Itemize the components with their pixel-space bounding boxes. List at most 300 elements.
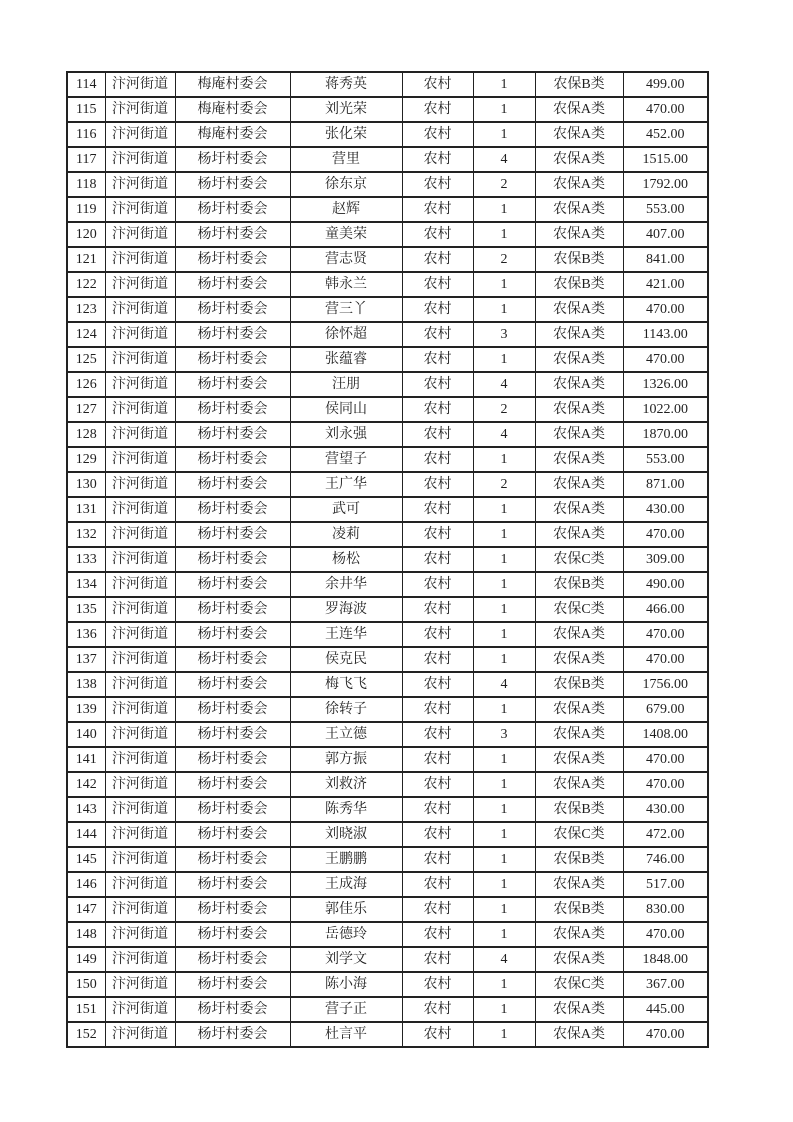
table-row [67, 522, 708, 547]
table-cell: 农保A类 [535, 947, 623, 972]
table-row [67, 72, 708, 97]
table-cell: 汴河街道 [105, 772, 175, 797]
table-cell: 汴河街道 [105, 497, 175, 522]
table-cell: 农村 [402, 597, 473, 622]
table-cell: 1 [473, 872, 535, 897]
table-cell: 汴河街道 [105, 972, 175, 997]
table-cell: 刘永强 [290, 422, 402, 447]
table-cell: 武可 [290, 497, 402, 522]
table-cell: 1515.00 [623, 147, 708, 172]
table-cell: 470.00 [623, 97, 708, 122]
table-cell: 张化荣 [290, 122, 402, 147]
table-cell: 王鹏鹏 [290, 847, 402, 872]
table-cell: 137 [67, 647, 105, 672]
table-cell: 汴河街道 [105, 547, 175, 572]
table-cell: 151 [67, 997, 105, 1022]
table-cell: 汴河街道 [105, 722, 175, 747]
table-cell: 120 [67, 222, 105, 247]
table-cell: 126 [67, 372, 105, 397]
table-cell: 134 [67, 572, 105, 597]
table-cell: 杨圩村委会 [175, 647, 290, 672]
table-row [67, 722, 708, 747]
table-cell: 1 [473, 797, 535, 822]
table-cell: 1 [473, 897, 535, 922]
table-cell: 汴河街道 [105, 672, 175, 697]
table-cell: 470.00 [623, 772, 708, 797]
table-cell: 115 [67, 97, 105, 122]
table-row [67, 297, 708, 322]
table-cell: 农村 [402, 497, 473, 522]
table-cell: 营里 [290, 147, 402, 172]
table-cell: 农保C类 [535, 972, 623, 997]
table-cell: 146 [67, 872, 105, 897]
table-row [67, 197, 708, 222]
table-cell: 农保A类 [535, 322, 623, 347]
table-cell: 1 [473, 547, 535, 572]
table-cell: 梅庵村委会 [175, 72, 290, 97]
table-cell: 127 [67, 397, 105, 422]
table-cell: 汴河街道 [105, 397, 175, 422]
table-cell: 杨圩村委会 [175, 947, 290, 972]
table-cell: 农村 [402, 397, 473, 422]
table-cell: 147 [67, 897, 105, 922]
table-row [67, 772, 708, 797]
table-cell: 农保A类 [535, 372, 623, 397]
table-cell: 杨圩村委会 [175, 772, 290, 797]
table-cell: 凌莉 [290, 522, 402, 547]
table-cell: 农村 [402, 372, 473, 397]
table-cell: 汴河街道 [105, 697, 175, 722]
table-cell: 3 [473, 322, 535, 347]
table-row [67, 897, 708, 922]
table-cell: 430.00 [623, 497, 708, 522]
table-row [67, 472, 708, 497]
table-cell: 517.00 [623, 872, 708, 897]
table-cell: 130 [67, 472, 105, 497]
table-cell: 汴河街道 [105, 872, 175, 897]
table-cell: 123 [67, 297, 105, 322]
table-row [67, 1022, 708, 1047]
table-cell: 杨圩村委会 [175, 197, 290, 222]
table-cell: 1 [473, 97, 535, 122]
table-cell: 杨圩村委会 [175, 347, 290, 372]
table-cell: 杨圩村委会 [175, 247, 290, 272]
table-cell: 1143.00 [623, 322, 708, 347]
table-cell: 农保A类 [535, 647, 623, 672]
table-cell: 1 [473, 522, 535, 547]
table-cell: 梅庵村委会 [175, 97, 290, 122]
table-cell: 赵辉 [290, 197, 402, 222]
table-cell: 汴河街道 [105, 172, 175, 197]
table-cell: 杨圩村委会 [175, 747, 290, 772]
table-row [67, 947, 708, 972]
table-cell: 杨圩村委会 [175, 422, 290, 447]
table-cell: 汴河街道 [105, 122, 175, 147]
table-row [67, 622, 708, 647]
table-cell: 农保A类 [535, 397, 623, 422]
table-cell: 农保B类 [535, 897, 623, 922]
table-cell: 汴河街道 [105, 572, 175, 597]
table-cell: 1408.00 [623, 722, 708, 747]
table-cell: 农村 [402, 897, 473, 922]
table-cell: 124 [67, 322, 105, 347]
table-cell: 农村 [402, 822, 473, 847]
table-cell: 陈小海 [290, 972, 402, 997]
table-cell: 杨圩村委会 [175, 497, 290, 522]
table-row [67, 497, 708, 522]
table-cell: 4 [473, 947, 535, 972]
table-cell: 汴河街道 [105, 847, 175, 872]
table-cell: 农保B类 [535, 847, 623, 872]
table-cell: 1 [473, 597, 535, 622]
table-cell: 1792.00 [623, 172, 708, 197]
table-cell: 农保B类 [535, 672, 623, 697]
table-cell: 2 [473, 247, 535, 272]
table-cell: 农保A类 [535, 922, 623, 947]
table-row [67, 747, 708, 772]
table-cell: 童美荣 [290, 222, 402, 247]
table-cell: 农保A类 [535, 722, 623, 747]
table-cell: 4 [473, 147, 535, 172]
table-cell: 汴河街道 [105, 822, 175, 847]
table-cell: 农保A类 [535, 222, 623, 247]
table-cell: 王广华 [290, 472, 402, 497]
table-cell: 农村 [402, 847, 473, 872]
table-row [67, 172, 708, 197]
table-cell: 农村 [402, 947, 473, 972]
table-cell: 149 [67, 947, 105, 972]
table-cell: 122 [67, 272, 105, 297]
table-cell: 1 [473, 222, 535, 247]
table-cell: 农村 [402, 1022, 473, 1047]
table-cell: 140 [67, 722, 105, 747]
table-cell: 农村 [402, 797, 473, 822]
table-cell: 139 [67, 697, 105, 722]
table-cell: 杨圩村委会 [175, 597, 290, 622]
table-cell: 农村 [402, 922, 473, 947]
table-row [67, 247, 708, 272]
table-cell: 汴河街道 [105, 522, 175, 547]
table-cell: 汴河街道 [105, 197, 175, 222]
table-cell: 汴河街道 [105, 97, 175, 122]
table-cell: 133 [67, 547, 105, 572]
table-cell: 1 [473, 622, 535, 647]
table-cell: 553.00 [623, 447, 708, 472]
table-cell: 1 [473, 972, 535, 997]
table-cell: 农村 [402, 622, 473, 647]
table-cell: 4 [473, 372, 535, 397]
table-cell: 农保A类 [535, 747, 623, 772]
table-row [67, 797, 708, 822]
table-row [67, 997, 708, 1022]
table-cell: 472.00 [623, 822, 708, 847]
table-cell: 农村 [402, 972, 473, 997]
table-cell: 杨圩村委会 [175, 572, 290, 597]
table-cell: 营望子 [290, 447, 402, 472]
table-cell: 杨圩村委会 [175, 922, 290, 947]
table-cell: 148 [67, 922, 105, 947]
table-cell: 杨圩村委会 [175, 847, 290, 872]
table-cell: 1 [473, 297, 535, 322]
table-cell: 430.00 [623, 797, 708, 822]
table-cell: 罗海波 [290, 597, 402, 622]
table-cell: 刘晓淑 [290, 822, 402, 847]
table-cell: 309.00 [623, 547, 708, 572]
table-cell: 1 [473, 72, 535, 97]
table-cell: 郭方振 [290, 747, 402, 772]
table-cell: 汴河街道 [105, 797, 175, 822]
table-cell: 农村 [402, 322, 473, 347]
table-cell: 杜言平 [290, 1022, 402, 1047]
table-cell: 407.00 [623, 222, 708, 247]
table-cell: 农村 [402, 272, 473, 297]
table-cell: 152 [67, 1022, 105, 1047]
table-cell: 杨圩村委会 [175, 547, 290, 572]
table-cell: 农保B类 [535, 247, 623, 272]
table-cell: 杨松 [290, 547, 402, 572]
table-cell: 农村 [402, 697, 473, 722]
table-cell: 梅庵村委会 [175, 122, 290, 147]
table-cell: 841.00 [623, 247, 708, 272]
table-cell: 116 [67, 122, 105, 147]
table-cell: 汴河街道 [105, 297, 175, 322]
table-cell: 466.00 [623, 597, 708, 622]
table-cell: 136 [67, 622, 105, 647]
table-cell: 杨圩村委会 [175, 697, 290, 722]
table-cell: 132 [67, 522, 105, 547]
table-cell: 农村 [402, 447, 473, 472]
table-cell: 杨圩村委会 [175, 872, 290, 897]
table-row [67, 347, 708, 372]
table-cell: 农村 [402, 297, 473, 322]
table-cell: 农村 [402, 347, 473, 372]
table-row [67, 547, 708, 572]
table-cell: 145 [67, 847, 105, 872]
table-cell: 1 [473, 197, 535, 222]
table-cell: 1 [473, 347, 535, 372]
table-cell: 杨圩村委会 [175, 472, 290, 497]
table-cell: 农保A类 [535, 697, 623, 722]
table-cell: 农保A类 [535, 97, 623, 122]
table-cell: 1 [473, 572, 535, 597]
table-cell: 汴河街道 [105, 947, 175, 972]
table-cell: 470.00 [623, 347, 708, 372]
table-row [67, 272, 708, 297]
table-cell: 汴河街道 [105, 472, 175, 497]
table-cell: 农村 [402, 572, 473, 597]
table-cell: 农村 [402, 197, 473, 222]
table-cell: 1848.00 [623, 947, 708, 972]
table-cell: 143 [67, 797, 105, 822]
table-row [67, 647, 708, 672]
table-row [67, 922, 708, 947]
table-cell: 679.00 [623, 697, 708, 722]
table-cell: 农保A类 [535, 872, 623, 897]
table-cell: 746.00 [623, 847, 708, 872]
table-cell: 452.00 [623, 122, 708, 147]
table-cell: 蒋秀英 [290, 72, 402, 97]
table-cell: 杨圩村委会 [175, 822, 290, 847]
table-cell: 470.00 [623, 1022, 708, 1047]
table-cell: 121 [67, 247, 105, 272]
table-cell: 农村 [402, 547, 473, 572]
table-cell: 367.00 [623, 972, 708, 997]
table-cell: 农保A类 [535, 197, 623, 222]
table-cell: 汴河街道 [105, 447, 175, 472]
table-cell: 农保A类 [535, 772, 623, 797]
table-cell: 农村 [402, 672, 473, 697]
table-cell: 1326.00 [623, 372, 708, 397]
table-cell: 汴河街道 [105, 222, 175, 247]
table-cell: 王立德 [290, 722, 402, 747]
table-cell: 农保A类 [535, 297, 623, 322]
table-cell: 营三丫 [290, 297, 402, 322]
table-cell: 梅飞飞 [290, 672, 402, 697]
table-cell: 农村 [402, 122, 473, 147]
table-cell: 470.00 [623, 647, 708, 672]
table-cell: 郭佳乐 [290, 897, 402, 922]
table-cell: 农保C类 [535, 597, 623, 622]
table-cell: 徐转子 [290, 697, 402, 722]
table-cell: 农保A类 [535, 447, 623, 472]
table-cell: 农保B类 [535, 72, 623, 97]
table-cell: 农村 [402, 247, 473, 272]
table-row [67, 847, 708, 872]
table-cell: 农村 [402, 147, 473, 172]
table-cell: 117 [67, 147, 105, 172]
table-cell: 3 [473, 722, 535, 747]
table-cell: 汴河街道 [105, 147, 175, 172]
table-cell: 871.00 [623, 472, 708, 497]
table-cell: 张蕴睿 [290, 347, 402, 372]
table-cell: 1022.00 [623, 397, 708, 422]
table-row [67, 322, 708, 347]
table-cell: 农村 [402, 222, 473, 247]
table-cell: 徐怀超 [290, 322, 402, 347]
table-cell: 余井华 [290, 572, 402, 597]
table-cell: 王成海 [290, 872, 402, 897]
table-cell: 490.00 [623, 572, 708, 597]
table-cell: 汴河街道 [105, 647, 175, 672]
table-cell: 汴河街道 [105, 597, 175, 622]
table-cell: 2 [473, 472, 535, 497]
table-cell: 韩永兰 [290, 272, 402, 297]
table-cell: 汴河街道 [105, 747, 175, 772]
table-cell: 1 [473, 497, 535, 522]
table-cell: 杨圩村委会 [175, 1022, 290, 1047]
table-cell: 杨圩村委会 [175, 272, 290, 297]
table-cell: 农保A类 [535, 172, 623, 197]
table-cell: 汴河街道 [105, 622, 175, 647]
table-cell: 农村 [402, 772, 473, 797]
table-cell: 4 [473, 422, 535, 447]
table-cell: 杨圩村委会 [175, 172, 290, 197]
table-cell: 杨圩村委会 [175, 297, 290, 322]
table-cell: 农保A类 [535, 122, 623, 147]
table-cell: 杨圩村委会 [175, 972, 290, 997]
table-cell: 农村 [402, 522, 473, 547]
table-cell: 侯克民 [290, 647, 402, 672]
table-cell: 2 [473, 397, 535, 422]
table-cell: 农保B类 [535, 272, 623, 297]
table-row [67, 972, 708, 997]
table-cell: 144 [67, 822, 105, 847]
table-cell: 135 [67, 597, 105, 622]
table-cell: 1 [473, 647, 535, 672]
table-row [67, 222, 708, 247]
table-cell: 1 [473, 447, 535, 472]
table-cell: 杨圩村委会 [175, 522, 290, 547]
table-cell: 农村 [402, 472, 473, 497]
table-cell: 王连华 [290, 622, 402, 647]
table-cell: 1 [473, 747, 535, 772]
table-cell: 农村 [402, 872, 473, 897]
table-cell: 470.00 [623, 922, 708, 947]
table-cell: 4 [473, 672, 535, 697]
table-cell: 杨圩村委会 [175, 372, 290, 397]
table-cell: 农保A类 [535, 522, 623, 547]
table-cell: 1756.00 [623, 672, 708, 697]
table-cell: 汴河街道 [105, 997, 175, 1022]
table-cell: 徐东京 [290, 172, 402, 197]
table-cell: 杨圩村委会 [175, 147, 290, 172]
table-cell: 1 [473, 772, 535, 797]
table-cell: 侯同山 [290, 397, 402, 422]
table-cell: 农保B类 [535, 572, 623, 597]
table-cell: 汴河街道 [105, 272, 175, 297]
table-cell: 119 [67, 197, 105, 222]
table-cell: 农保A类 [535, 422, 623, 447]
table-cell: 114 [67, 72, 105, 97]
table-cell: 421.00 [623, 272, 708, 297]
table-cell: 农保A类 [535, 347, 623, 372]
table-cell: 杨圩村委会 [175, 722, 290, 747]
table-cell: 农保A类 [535, 997, 623, 1022]
table-cell: 470.00 [623, 522, 708, 547]
table-row [67, 597, 708, 622]
table-row [67, 97, 708, 122]
table-cell: 营志贤 [290, 247, 402, 272]
table-cell: 1 [473, 997, 535, 1022]
table-cell: 129 [67, 447, 105, 472]
table-cell: 农保B类 [535, 797, 623, 822]
table-cell: 杨圩村委会 [175, 397, 290, 422]
table-cell: 杨圩村委会 [175, 222, 290, 247]
table-cell: 刘救济 [290, 772, 402, 797]
table-cell: 470.00 [623, 622, 708, 647]
table-cell: 470.00 [623, 297, 708, 322]
table-cell: 农保A类 [535, 497, 623, 522]
table-cell: 汴河街道 [105, 422, 175, 447]
table-cell: 470.00 [623, 747, 708, 772]
table-row [67, 422, 708, 447]
table-cell: 农村 [402, 722, 473, 747]
table-row [67, 397, 708, 422]
table-cell: 1870.00 [623, 422, 708, 447]
table-row [67, 147, 708, 172]
table-cell: 杨圩村委会 [175, 622, 290, 647]
table-cell: 岳德玲 [290, 922, 402, 947]
table-cell: 142 [67, 772, 105, 797]
table-cell: 1 [473, 122, 535, 147]
table-cell: 农保A类 [535, 472, 623, 497]
table-cell: 汴河街道 [105, 922, 175, 947]
table-cell: 农保A类 [535, 147, 623, 172]
table-cell: 141 [67, 747, 105, 772]
table-cell: 汴河街道 [105, 247, 175, 272]
table-row [67, 447, 708, 472]
table-cell: 农村 [402, 172, 473, 197]
